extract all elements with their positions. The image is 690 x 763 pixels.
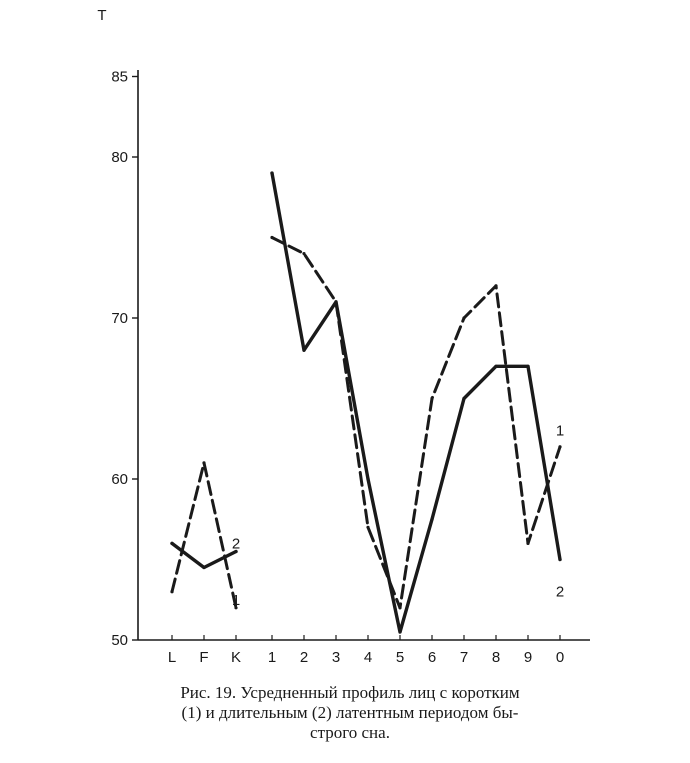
series-2-point <box>494 365 497 368</box>
annotation-layer <box>232 423 564 609</box>
series-1-point <box>270 236 273 239</box>
series-1-point <box>494 284 497 287</box>
series-1-line <box>172 463 236 608</box>
x-tick-label: 6 <box>427 649 437 666</box>
series-1-label: 1 <box>231 591 241 609</box>
x-tick-label: 0 <box>555 649 565 666</box>
series-2-point <box>398 630 401 633</box>
y-tick-label: 85 <box>111 68 128 86</box>
x-tick-label: 4 <box>363 649 373 666</box>
series-1-point <box>398 606 401 609</box>
series-1-point <box>302 252 305 255</box>
x-tick-label: 7 <box>459 649 469 666</box>
y-tick-label: 50 <box>111 632 128 649</box>
x-tick-label: 2 <box>299 649 309 666</box>
y-ticks <box>111 69 138 650</box>
series-2-point <box>270 172 273 175</box>
series-2-point <box>462 397 465 400</box>
series-2-point <box>366 477 369 480</box>
x-tick-label: 8 <box>491 649 501 666</box>
series-2-point <box>430 518 433 521</box>
y-tick-label: 60 <box>111 471 128 488</box>
x-tick-label: K <box>230 649 242 666</box>
caption-line: Рис. 19. Усредненный профиль лиц с коротким <box>180 683 520 702</box>
series-2-point <box>302 349 305 352</box>
series-2-point <box>558 558 561 561</box>
y-tick-label: 70 <box>111 310 128 327</box>
figure-caption <box>80 683 620 743</box>
series-2-line <box>272 173 560 632</box>
series-1-point <box>558 445 561 448</box>
caption-line: строго сна. <box>310 723 390 742</box>
x-tick-label: F <box>199 649 209 666</box>
series-2-point <box>170 542 173 545</box>
x-tick-label: 5 <box>395 649 405 666</box>
series-2-point <box>526 365 529 368</box>
caption-line: (1) и длительным (2) латентным периодом бы- <box>181 703 519 722</box>
series-1-point <box>170 590 173 593</box>
series-layer <box>170 172 561 634</box>
series-2-point <box>334 300 337 303</box>
x-tick-label: 3 <box>331 649 341 666</box>
y-axis-title: T <box>97 7 107 24</box>
x-tick-label: L <box>167 649 177 666</box>
y-tick-label: 80 <box>111 149 128 166</box>
series-1-line <box>272 238 560 608</box>
series-2-point <box>202 566 205 569</box>
series-1-point <box>526 542 529 545</box>
series-1-label: 1 <box>555 422 565 440</box>
series-1-point <box>462 316 465 319</box>
series-1-point <box>366 526 369 529</box>
series-2-label: 2 <box>555 583 565 601</box>
series-2-label: 2 <box>231 535 241 553</box>
x-tick-label: 1 <box>267 649 277 666</box>
x-tick-label: 9 <box>523 649 533 666</box>
series-1-point <box>430 397 433 400</box>
series-1-point <box>202 461 205 464</box>
